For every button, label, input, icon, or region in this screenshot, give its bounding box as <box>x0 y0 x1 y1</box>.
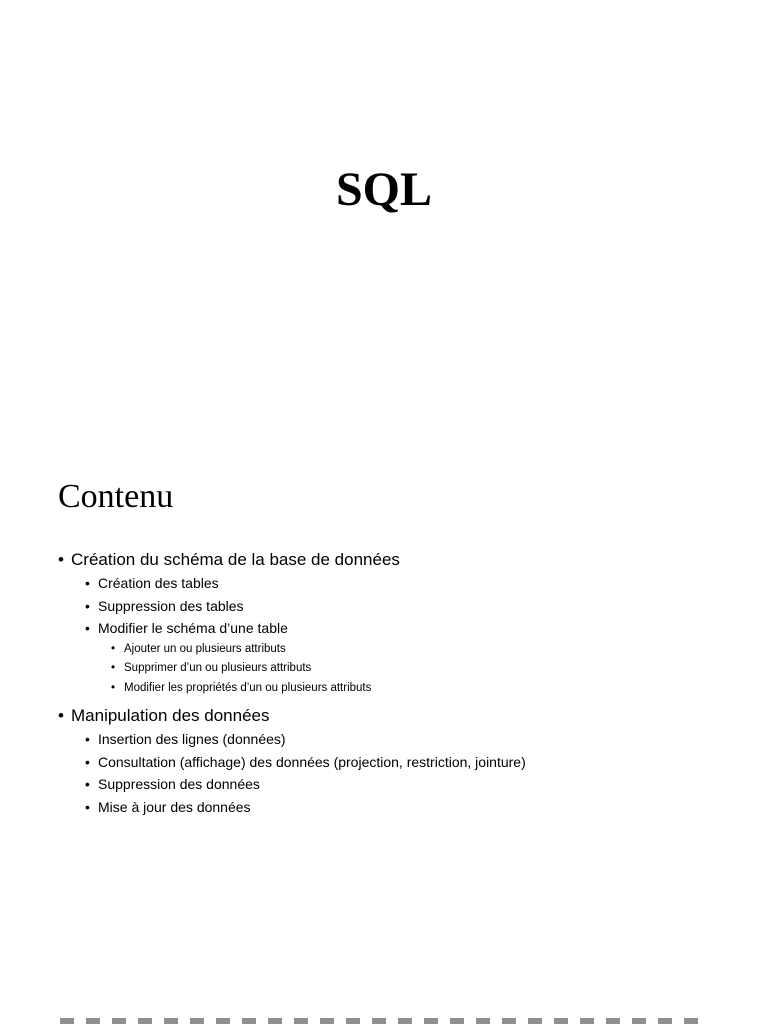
list-item <box>111 659 748 679</box>
list-item-label: Ajouter un ou plusieurs attributs <box>124 642 286 655</box>
section-heading: Contenu <box>58 478 174 515</box>
list-item-label: Manipulation des données <box>71 706 270 725</box>
bullet-list <box>58 548 748 818</box>
sub-list <box>85 728 748 818</box>
list-item-label: Suppression des données <box>98 776 260 792</box>
list-item <box>85 572 748 595</box>
list-item <box>85 796 748 819</box>
list-item <box>85 617 748 698</box>
list-item <box>58 548 748 698</box>
list-item-label: Modifier le schéma d’une table <box>98 620 288 636</box>
sub-sub-list <box>111 640 748 699</box>
list-item <box>85 595 748 618</box>
list-item-label: Modifier les propriétés d’un ou plusieurs attributs <box>124 681 372 694</box>
list-item-label: Mise à jour des données <box>98 798 251 815</box>
list-item-label: Création du schéma de la base de données <box>71 550 400 569</box>
list-item <box>85 751 748 774</box>
list-item-label: Supprimer d’un ou plusieurs attributs <box>124 662 312 674</box>
sub-list <box>85 572 748 698</box>
list-item <box>111 679 748 699</box>
next-slide-text-cropped <box>60 1014 710 1024</box>
list-item <box>111 640 748 660</box>
list-item-label: Insertion des lignes (données) <box>98 731 286 747</box>
list-item-label: Consultation (affichage) des données (projection, restriction, jointure) <box>98 753 526 770</box>
content-outline <box>58 548 748 818</box>
slide-title: SQL <box>335 163 433 216</box>
list-item <box>58 704 748 818</box>
list-item-label: Création des tables <box>98 575 219 591</box>
list-item <box>85 728 748 751</box>
list-item <box>85 773 748 796</box>
list-item-label: Suppression des tables <box>98 597 244 614</box>
